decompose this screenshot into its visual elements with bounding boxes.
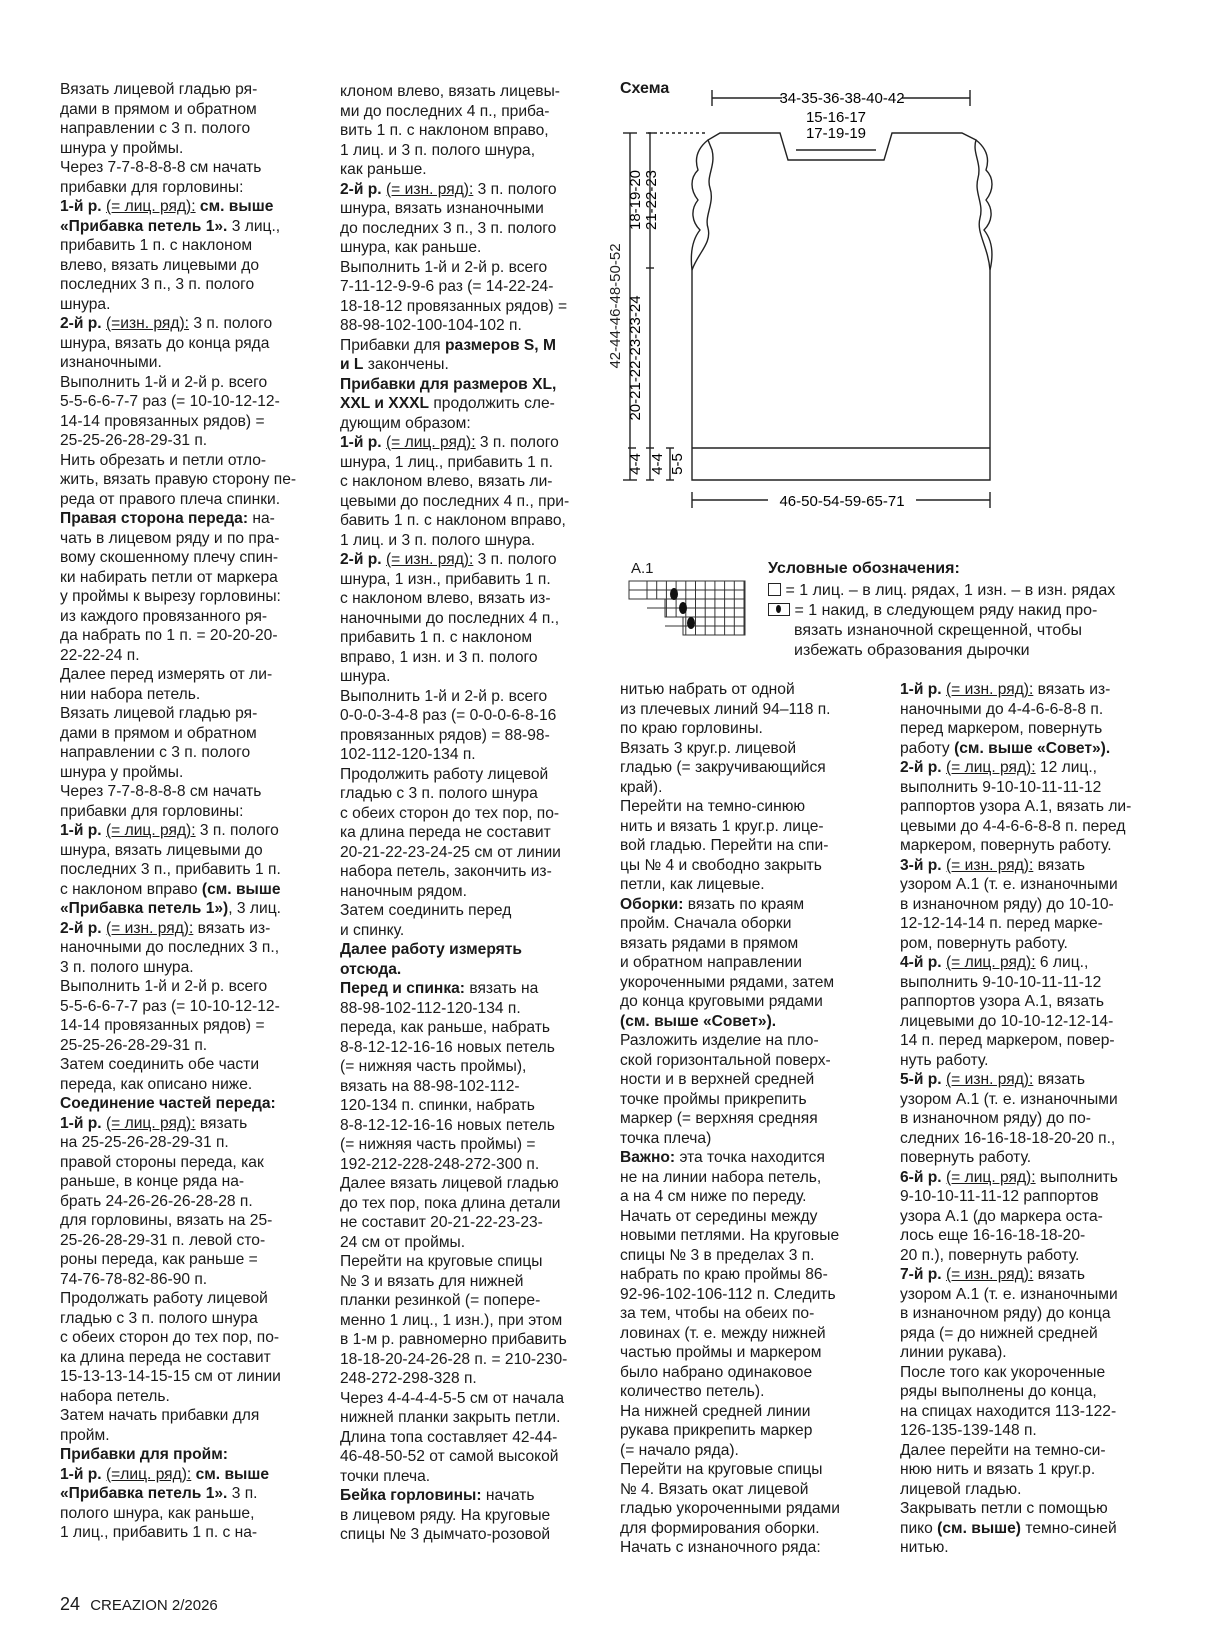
text-line: в изнаночном ряду) до по- xyxy=(900,1110,1091,1127)
text-line: ской горизонтальной поверх- xyxy=(620,1051,831,1069)
text-line: 1-й р. (= лиц. ряд): см. выше xyxy=(60,198,274,215)
text-line: ми до последних 4 п., приба- xyxy=(340,102,550,120)
text-line: Вязать 3 круг.р. лицевой xyxy=(620,739,797,757)
text-line: наночными до 4-4-6-6-8-8 п. xyxy=(900,700,1104,718)
text-line: повернуть работу. xyxy=(900,1149,1032,1166)
text-line: лось еще 16-16-18-18-20- xyxy=(900,1227,1086,1244)
text-line: работу (см. выше «Совет»). xyxy=(900,739,1111,757)
text-line: ка длина переда не составит xyxy=(60,1348,271,1366)
text-line: 248-272-298-328 п. xyxy=(340,1370,477,1387)
text-line: за тем, чтобы на обеих по- xyxy=(620,1305,815,1322)
body-length-label: 20-21-22-23-23-24 xyxy=(627,295,644,421)
chart-a1-label: А.1 xyxy=(631,560,654,577)
text-line: узором А.1 (т. е. изнаночными xyxy=(900,1285,1118,1303)
text-line: 5-5-6-6-7-7 раз (= 10-10-12-12- xyxy=(60,393,280,410)
text-line: Перейти на круговые спицы xyxy=(340,1253,543,1270)
text-line: наночными до последних 3 п., xyxy=(60,939,280,956)
text-line: 2-й р. (= изн. ряд): вязать из- xyxy=(60,919,271,937)
text-line: Вязать лицевой гладью ря- xyxy=(60,81,258,98)
text-line: гладью укороченными рядами xyxy=(620,1500,840,1517)
text-line: шнура у проймы. xyxy=(60,139,184,157)
text-line: лицевыми до 10-10-12-12-14- xyxy=(900,1012,1114,1030)
text-line: точки плеча. xyxy=(340,1467,431,1485)
text-line: 102-112-120-134 п. xyxy=(340,746,476,763)
text-line: узором А.1 (т. е. изнаночными xyxy=(900,1090,1118,1108)
text-line: прибавки для горловины: xyxy=(60,802,244,820)
text-line: Выполнить 1-й и 2-й р. всего xyxy=(60,373,268,391)
text-line: № 3 и вязать для нижней xyxy=(340,1272,524,1290)
text-line: 18-18-20-24-26-28 п. = 210-230- xyxy=(340,1350,568,1368)
text-line: 20 п.), повернуть работу. xyxy=(900,1246,1080,1264)
text-line: полого шнура, как раньше, xyxy=(60,1504,255,1522)
text-line: набора петель. xyxy=(60,1387,170,1405)
text-line: до конца круговыми рядами xyxy=(620,993,823,1010)
text-line: пройм. xyxy=(60,1426,110,1444)
text-line: 20-21-22-23-24-25 см от линии xyxy=(340,843,561,861)
text-line: спицы № 3 в пределах 3 п. xyxy=(620,1246,815,1264)
text-line: чать в лицевом ряду и по пра- xyxy=(60,529,280,547)
text-line: 7-11-12-9-9-6 раз (= 14-22-24- xyxy=(340,278,554,295)
text-line: 2-й р. (= лиц. ряд): 12 лиц., xyxy=(900,759,1098,776)
text-line: вить 1 п. с наклоном вправо, xyxy=(340,122,549,139)
text-line: Бейка горловины: начать xyxy=(340,1487,535,1504)
text-line: (= начало ряда). xyxy=(620,1441,739,1459)
text-line: Затем начать прибавки для xyxy=(60,1407,260,1424)
text-line: Далее перед измерять от ли- xyxy=(60,666,273,683)
bottom-width-label: 46-50-54-59-65-71 xyxy=(779,493,905,510)
text-line: 88-98-102-100-104-102 п. xyxy=(340,317,522,334)
top-width-label: 34-35-36-38-40-42 xyxy=(779,90,905,107)
text-line: 1 лиц. и 3 п. полого шнура, xyxy=(340,141,536,159)
text-line: шнура, вязать лицевыми до xyxy=(60,841,263,859)
text-line: а на 4 см ниже по переду. xyxy=(620,1188,807,1205)
text-line: направлении с 3 п. полого xyxy=(60,120,251,137)
text-line: не на линии набора петель, xyxy=(620,1168,822,1186)
text-line: ности и в верхней средней xyxy=(620,1071,815,1088)
text-line: вязать рядами в прямом xyxy=(620,934,799,952)
schema-title: Схема xyxy=(620,80,670,97)
text-line: набрать по краю проймы 86- xyxy=(620,1266,828,1283)
text-line: с наклоном влево, вязать ли- xyxy=(340,473,553,490)
text-line: Важно: эта точка находится xyxy=(620,1149,825,1166)
text-line: 88-98-102-112-120-134 п. xyxy=(340,999,521,1017)
right-ruffle xyxy=(976,140,992,270)
text-line: и спинку. xyxy=(340,921,405,939)
text-line: нюю нить и вязать 1 круг.р. xyxy=(900,1461,1096,1478)
text-line: вому скошенному плечу спин- xyxy=(60,549,279,566)
text-line: гладью (= закручивающийся xyxy=(620,759,826,776)
text-line: 2-й р. (= изн. ряд): 3 п. полого xyxy=(340,180,557,198)
text-line: 1 лиц. и 3 п. полого шнура. xyxy=(340,531,536,549)
text-line: 22-22-24 п. xyxy=(60,646,140,664)
magazine-issue: CREAZION 2/2026 xyxy=(90,1597,218,1614)
text-line: из каждого провязанного ря- xyxy=(60,607,268,625)
text-line: клоном влево, вязать лицевы- xyxy=(340,83,560,100)
text-line: (см. выше «Совет»). xyxy=(620,1012,777,1030)
band-label-2: 5-5 xyxy=(669,453,686,475)
text-column-3 xyxy=(620,680,880,1558)
text-line: XXL и XXXL продолжить сле- xyxy=(340,395,555,412)
text-line: Далее вязать лицевой гладью xyxy=(340,1175,559,1192)
legend-item-yarnover-cont-2: избежать образования дырочки xyxy=(794,642,1030,659)
text-line: жить, вязать правую сторону пе- xyxy=(60,471,297,488)
text-line: было набрано одинаковое xyxy=(620,1363,813,1381)
text-line: вправо, 1 изн. и 3 п. полого xyxy=(340,648,538,666)
text-line: правой стороны переда, как xyxy=(60,1153,264,1171)
text-line: переда, как описано ниже. xyxy=(60,1075,253,1093)
text-line: шнура. xyxy=(60,295,111,313)
text-line: линии рукава). xyxy=(900,1344,1007,1361)
text-line: 3-й р. (= изн. ряд): вязать xyxy=(900,856,1085,874)
text-line: 14-14 провязанных рядов) = xyxy=(60,412,265,430)
text-line: (= нижняя часть проймы) = xyxy=(340,1136,536,1153)
text-line: вой гладью. Перейти на спи- xyxy=(620,837,829,854)
text-line: бавить 1 п. с наклоном вправо, xyxy=(340,512,566,529)
text-line: Выполнить 1-й и 2-й р. всего xyxy=(340,687,548,705)
page-number: 24 xyxy=(60,1594,81,1614)
text-line: шнура, 1 изн., прибавить 1 п. xyxy=(340,570,551,588)
text-line: Вязать лицевой гладью ря- xyxy=(60,705,258,722)
text-line: 7-й р. (= изн. ряд): вязать xyxy=(900,1266,1085,1283)
text-line: петли, как лицевые. xyxy=(620,876,765,893)
text-line: по краю горловины. xyxy=(620,720,763,737)
text-line: (= нижняя часть проймы), xyxy=(340,1058,527,1075)
text-line: цевыми до 4-4-6-6-8-8 п. перед xyxy=(900,817,1126,835)
left-small-label: 4-4 xyxy=(627,453,644,475)
text-line: в лицевом ряду. На круговые xyxy=(340,1506,551,1524)
text-line: 4-й р. (= лиц. ряд): 6 лиц., xyxy=(900,954,1089,971)
legend-title: Условные обозначения: xyxy=(768,560,960,577)
text-line: 14-14 провязанных рядов) = xyxy=(60,1017,265,1034)
legend-item-knit: = 1 лиц. – в лиц. рядах, 1 изн. – в изн. рядах xyxy=(768,581,1115,601)
empty-square-icon xyxy=(768,583,781,596)
text-line: 14 п. перед маркером, повер- xyxy=(900,1032,1115,1049)
text-line: 25-25-26-28-29-31 п. xyxy=(60,1036,208,1054)
text-line: 12-12-14-14 п. перед марке- xyxy=(900,915,1103,932)
text-line: 1-й р. (= изн. ряд): вязать из- xyxy=(900,681,1111,698)
text-line: изнаночными. xyxy=(60,354,162,371)
text-line: на 25-25-26-28-29-31 п. xyxy=(60,1134,229,1151)
text-line: 9-10-10-11-11-12 раппортов xyxy=(900,1188,1099,1205)
shoulder-neck-outline xyxy=(692,133,990,270)
text-line: не составит 20-21-22-23-23- xyxy=(340,1214,543,1231)
text-line: дами в прямом и обратном xyxy=(60,100,257,118)
text-column-4 xyxy=(900,680,1160,1558)
text-line: «Прибавка петель 1». 3 лиц., xyxy=(60,217,281,235)
text-line: лицевой гладью. xyxy=(900,1480,1022,1498)
text-line: менно 1 лиц., 1 изн.), при этом xyxy=(340,1311,563,1329)
text-line: вязать на 88-98-102-112- xyxy=(340,1077,520,1095)
text-line: 2-й р. (=изн. ряд): 3 п. полого xyxy=(60,315,273,332)
text-line: провязанных рядов) = 88-98- xyxy=(340,726,550,744)
text-line: маркер (= верхняя средняя xyxy=(620,1110,818,1127)
text-line: брать 24-26-26-26-28-28 п. xyxy=(60,1192,253,1210)
text-line: нить и вязать 1 круг.р. лице- xyxy=(620,817,824,835)
text-column-1 xyxy=(60,80,308,1543)
text-line: нуть работу. xyxy=(900,1051,989,1069)
text-line: 2-й р. (= изн. ряд): 3 п. полого xyxy=(340,551,557,568)
text-column-2 xyxy=(340,82,588,1545)
armhole-label-2: 21-22-23 xyxy=(643,169,660,231)
text-line: раньше, в конце ряда на- xyxy=(60,1173,245,1190)
text-line: дами в прямом и обратном xyxy=(60,724,257,742)
text-line: Далее работу измерять xyxy=(340,941,522,958)
text-line: набора петель, закончить из- xyxy=(340,863,552,880)
text-line: 24 см от проймы. xyxy=(340,1233,466,1251)
text-line: укороченными рядами, затем xyxy=(620,973,835,991)
text-line: на спицах находится 113-122- xyxy=(900,1402,1117,1420)
text-line: до последних 3 п., 3 п. полого xyxy=(340,219,557,237)
text-line: шнура, 1 лиц., прибавить 1 п. xyxy=(340,453,553,471)
text-line: нижней планки закрыть петли. xyxy=(340,1409,561,1426)
text-line: наночными до последних 4 п., xyxy=(340,609,560,627)
text-line: переда, как раньше, набрать xyxy=(340,1019,550,1036)
text-line: маркером, повернуть работу. xyxy=(900,837,1112,854)
text-line: перед маркером, повернуть xyxy=(900,720,1103,737)
text-line: Прибавки для размеров S, M xyxy=(340,336,556,354)
text-line: 1-й р. (= лиц. ряд): вязать xyxy=(60,1114,248,1132)
text-line: 1-й р. (=лиц. ряд): см. выше xyxy=(60,1465,270,1483)
band-label-1: 4-4 xyxy=(649,453,666,475)
left-ruffle xyxy=(691,140,708,270)
page-footer xyxy=(60,1594,218,1615)
text-line: дующим образом: xyxy=(340,414,471,432)
text-line: Длина топа составляет 42-44- xyxy=(340,1428,558,1446)
text-line: 74-76-78-82-86-90 п. xyxy=(60,1270,208,1288)
text-line: прибавить 1 п. с наклоном xyxy=(340,629,533,646)
text-line: 0-0-0-3-4-8 раз (= 0-0-0-6-8-16 xyxy=(340,707,557,724)
text-line: нии набора петель. xyxy=(60,685,201,703)
text-line: Оборки: вязать по краям xyxy=(620,895,805,913)
total-length-label: 42-44-46-48-50-52 xyxy=(607,243,624,369)
text-line: реда от правого плеча спинки. xyxy=(60,490,281,508)
text-line: Соединение частей переда: xyxy=(60,1095,276,1112)
text-line: цы № 4 и свободно закрыть xyxy=(620,856,822,874)
text-line: ряды выполнены до конца, xyxy=(900,1383,1097,1400)
text-line: Выполнить 1-й и 2-й р. всего xyxy=(340,258,548,276)
text-line: Правая сторона переда: на- xyxy=(60,510,275,527)
text-line: прибавить 1 п. с наклоном xyxy=(60,237,253,254)
text-line: Через 7-7-8-8-8-8 см начать xyxy=(60,159,262,176)
text-line: 8-8-12-12-16-16 новых петель xyxy=(340,1116,555,1134)
text-line: На нижней средней линии xyxy=(620,1402,811,1420)
text-line: следних 16-16-18-18-20-20 п., xyxy=(900,1129,1116,1147)
text-line: с обеих сторон до тех пор, по- xyxy=(340,804,560,822)
text-line: прибавки для горловины: xyxy=(60,178,244,196)
text-line: край). xyxy=(620,778,663,796)
text-line: с наклоном влево, вязать из- xyxy=(340,590,551,607)
text-line: 6-й р. (= лиц. ряд): выполнить xyxy=(900,1168,1118,1186)
text-line: Нить обрезать и петли отло- xyxy=(60,451,267,469)
text-line: Далее перейти на темно-си- xyxy=(900,1441,1106,1459)
text-line: точке проймы прикрепить xyxy=(620,1090,807,1108)
text-line: наночным рядом. xyxy=(340,882,467,900)
text-line: выполнить 9-10-10-11-11-12 xyxy=(900,973,1102,991)
text-line: Прибавки для пройм: xyxy=(60,1446,228,1463)
text-line: для формирования оборки. xyxy=(620,1519,820,1537)
neck-width-label-1: 15-16-17 xyxy=(805,109,867,126)
text-line: гладью с 3 п. полого шнура xyxy=(60,1309,258,1327)
text-line: После того как укороченные xyxy=(900,1363,1106,1381)
text-line: узором А.1 (т. е. изнаночными xyxy=(900,876,1118,893)
text-line: 3 п. полого шнура. xyxy=(60,958,194,976)
text-line: ка длина переда не составит xyxy=(340,824,551,841)
text-line: новыми петлями. На круговые xyxy=(620,1227,840,1244)
text-line: цевыми до последних 4 п., при- xyxy=(340,492,570,510)
text-line: Затем соединить перед xyxy=(340,902,512,919)
text-line: 5-й р. (= изн. ряд): вязать xyxy=(900,1071,1085,1088)
text-line: направлении с 3 п. полого xyxy=(60,744,251,761)
text-line: у проймы к вырезу горловины: xyxy=(60,588,281,605)
text-line: нитью набрать от одной xyxy=(620,681,795,698)
text-line: Начать от середины между xyxy=(620,1207,818,1225)
text-line: выполнить 9-10-10-11-11-12 xyxy=(900,778,1102,796)
text-line: 1-й р. (= лиц. ряд): 3 п. полого xyxy=(60,822,279,839)
text-line: ки набирать петли от маркера xyxy=(60,568,278,586)
text-line: в изнаночном ряду) до конца xyxy=(900,1305,1111,1322)
text-line: в изнаночном ряду) до 10-10- xyxy=(900,895,1114,913)
text-line: 15-13-13-14-15-15 см от линии xyxy=(60,1368,281,1385)
text-line: Разложить изделие на пло- xyxy=(620,1032,819,1049)
text-line: Начать с изнаночного ряда: xyxy=(620,1539,821,1556)
text-line: отсюда. xyxy=(340,960,402,978)
text-line: Продолжить работу лицевой xyxy=(340,765,549,783)
text-line: узора А.1 (до маркера оста- xyxy=(900,1207,1103,1225)
text-line: 120-134 п. спинки, набрать xyxy=(340,1097,535,1114)
text-line: Прибавки для размеров XL, xyxy=(340,375,557,393)
text-line: шнура, вязать изнаночными xyxy=(340,200,544,217)
text-line: ряда (= до нижней средней xyxy=(900,1324,1098,1342)
text-line: и L закончены. xyxy=(340,356,449,373)
text-line: Затем соединить обе части xyxy=(60,1056,260,1073)
text-line: Выполнить 1-й и 2-й р. всего xyxy=(60,978,268,995)
text-line: ром, повернуть работу. xyxy=(900,934,1068,952)
text-line: Перейти на круговые спицы xyxy=(620,1461,823,1478)
text-line: рукава прикрепить маркер xyxy=(620,1422,813,1439)
text-line: Перейти на темно-синюю xyxy=(620,798,806,815)
text-line: нитью. xyxy=(900,1539,949,1556)
text-line: точка плеча) xyxy=(620,1129,712,1147)
text-line: с обеих сторон до тех пор, по- xyxy=(60,1329,280,1346)
neck-width-label-2: 17-19-19 xyxy=(805,125,867,142)
text-line: Закрывать петли с помощью xyxy=(900,1500,1108,1517)
text-line: с наклоном вправо (см. выше xyxy=(60,880,281,898)
text-line: 126-135-139-148 п. xyxy=(900,1422,1037,1439)
stitch-chart-a1 xyxy=(628,580,746,636)
text-line: 46-48-50-52 от самой высокой xyxy=(340,1448,559,1465)
text-line: последних 3 п., прибавить 1 п. xyxy=(60,861,281,878)
yarnover-square-icon xyxy=(768,603,790,616)
text-line: 92-96-102-106-112 п. Следить xyxy=(620,1285,836,1303)
text-line: шнура. xyxy=(340,668,391,685)
text-line: 18-18-12 провязанных рядов) = xyxy=(340,297,568,315)
text-line: да набрать по 1 п. = 20-20-20- xyxy=(60,627,278,644)
text-line: пройм. Сначала оборки xyxy=(620,915,792,932)
text-line: 5-5-6-6-7-7 раз (= 10-10-12-12- xyxy=(60,997,280,1015)
text-line: из плечевых линий 94–118 п. xyxy=(620,700,831,718)
text-line: 192-212-228-248-272-300 п. xyxy=(340,1155,540,1173)
text-line: влево, вязать лицевыми до xyxy=(60,256,260,274)
text-line: гладью с 3 п. полого шнура xyxy=(340,785,538,802)
text-line: Продолжать работу лицевой xyxy=(60,1290,268,1307)
text-line: и обратном направлении xyxy=(620,954,802,971)
legend-item-yarnover-cont-1: вязать изнаночной скрещенной, чтобы xyxy=(794,622,1082,639)
legend-item-yarnover: = 1 накид, в следующем ряду накид про- xyxy=(768,601,1097,621)
text-line: как раньше. xyxy=(340,161,427,178)
text-line: шнура, вязать до конца ряда xyxy=(60,334,270,352)
text-line: роны переда, как раньше = xyxy=(60,1251,258,1268)
text-line: пико (см. выше) темно-синей xyxy=(900,1519,1117,1537)
text-line: № 4. Вязать окат лицевой xyxy=(620,1480,809,1498)
text-line: 25-25-26-28-29-31 п. xyxy=(60,432,208,449)
text-line: шнура, как раньше. xyxy=(340,239,482,256)
text-line: спицы № 3 дымчато-розовой xyxy=(340,1526,551,1543)
text-line: шнура у проймы. xyxy=(60,763,184,781)
text-line: 1-й р. (= лиц. ряд): 3 п. полого xyxy=(340,434,559,451)
text-line: Перед и спинка: вязать на xyxy=(340,980,539,997)
text-line: Через 7-7-8-8-8-8 см начать xyxy=(60,783,262,800)
text-line: последних 3 п., 3 п. полого xyxy=(60,276,255,293)
text-line: ловинах (т. е. между нижней xyxy=(620,1324,826,1342)
text-line: планки резинкой (= попере- xyxy=(340,1292,541,1309)
text-line: до тех пор, пока длина детали xyxy=(340,1194,561,1212)
armhole-label-1: 18-19-20 xyxy=(627,169,644,231)
text-line: 25-26-28-29-31 п. левой сто- xyxy=(60,1231,266,1249)
text-line: «Прибавка петель 1»), 3 лиц. xyxy=(60,900,281,917)
text-line: Через 4-4-4-4-5-5 см от начала xyxy=(340,1389,565,1407)
text-line: количество петель). xyxy=(620,1383,765,1400)
text-line: раппортов узора А.1, вязать ли- xyxy=(900,798,1132,815)
text-line: 1 лиц., прибавить 1 п. с на- xyxy=(60,1524,258,1541)
text-line: раппортов узора А.1, вязать xyxy=(900,993,1104,1010)
text-line: 8-8-12-12-16-16 новых петель xyxy=(340,1038,555,1056)
text-line: «Прибавка петель 1». 3 п. xyxy=(60,1485,258,1502)
text-line: частью проймы и маркером xyxy=(620,1344,822,1361)
text-line: для горловины, вязать на 25- xyxy=(60,1212,273,1229)
text-line: в 1-м р. равномерно прибавить xyxy=(340,1331,567,1348)
garment-schematic xyxy=(607,78,1020,528)
